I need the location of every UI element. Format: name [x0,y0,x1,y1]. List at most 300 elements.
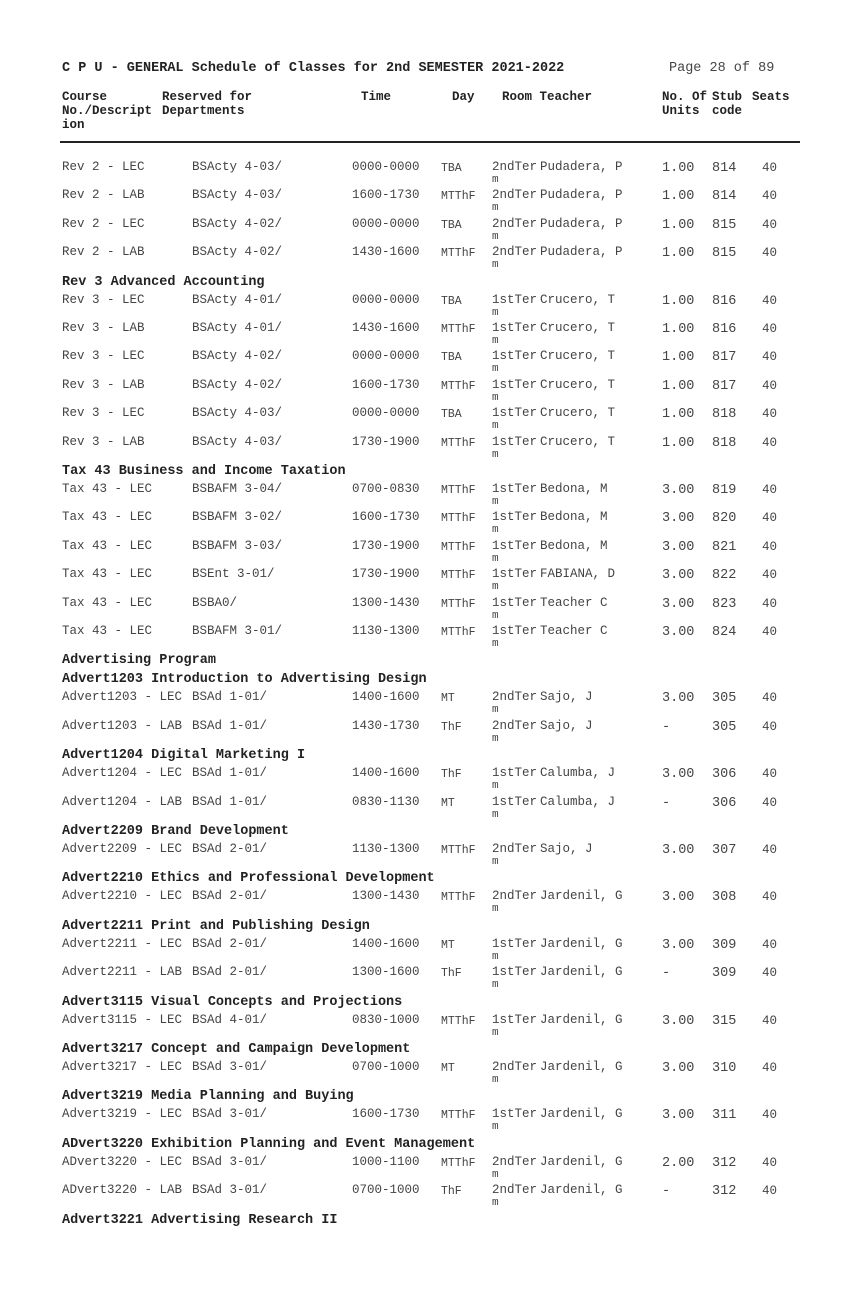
schedule-row [0,217,850,245]
seats-cell: 40 [762,1013,778,1028]
teacher-cell: Bedona, M [540,538,608,553]
teacher-cell: Sajo, J [540,842,593,856]
room-cell: 2ndTer [492,842,538,856]
room-cell: 1stTer [492,595,538,610]
room-suffix-cell: m [492,979,499,992]
course-group-heading: Advert3217 Concept and Campaign Development [62,1042,411,1057]
seats-cell: 40 [762,350,778,365]
course-cell: Advert3115 - LEC [62,1012,183,1027]
day-cell: MTThF [441,512,476,526]
course-cell: Rev 2 - LEC [62,216,145,231]
stub-code-cell: 306 [712,767,737,783]
room-suffix-cell: m [492,903,499,916]
schedule-row [0,690,850,718]
units-cell: 1.00 [662,322,695,337]
department-cell: BSAd 2-01/ [192,936,268,951]
units-cell: 3.00 [662,568,695,584]
course-cell: Rev 3 - LAB [62,321,145,335]
day-cell: TBA [441,408,462,422]
course-cell: Tax 43 - LEC [62,510,153,525]
day-cell: MTThF [441,540,476,554]
department-cell: BSActy 4-01/ [192,292,283,307]
units-cell: 1.00 [662,435,695,451]
teacher-cell: Jardenil, G [540,1183,623,1198]
day-cell: MTThF [441,891,476,905]
column-header-day: Day [452,90,475,104]
seats-cell: 40 [762,322,778,336]
seats-cell: 40 [762,511,778,526]
room-suffix-cell: m [492,496,499,508]
room-suffix-cell: m [492,420,499,433]
schedule-row [0,1183,850,1211]
course-group-heading: Advert3115 Visual Concepts and Projections [62,994,403,1010]
seats-cell: 40 [762,1061,778,1075]
seats-cell: 40 [762,767,778,782]
room-suffix-cell: m [492,335,499,347]
column-header-units-line2: Units [662,104,700,118]
department-cell: BSAd 2-01/ [192,889,268,904]
units-cell: 1.00 [662,161,695,176]
schedule-row [0,482,850,510]
department-cell: BSActy 4-03/ [192,160,283,174]
room-suffix-cell: m [492,1121,499,1134]
units-cell: - [662,719,671,735]
schedule-row [0,624,850,652]
teacher-cell: Pudadera, P [540,245,623,260]
stub-code-cell: 308 [712,890,737,906]
course-group-heading: Advert2210 Ethics and Professional Development [62,871,435,887]
units-cell: - [662,795,671,811]
room-suffix-cell: m [492,391,499,404]
schedule-row [0,435,850,463]
seats-cell: 40 [762,1184,778,1199]
day-cell: MTThF [441,597,476,611]
stub-code-cell: 820 [712,511,737,527]
room-suffix-cell: m [492,363,499,376]
room-cell: 2ndTer [492,1154,538,1169]
schedule-row [0,766,850,794]
schedule-row [0,937,850,965]
units-cell: 1.00 [662,189,695,205]
course-group-heading: Advertising Program [62,653,216,669]
day-cell: MTThF [441,1109,476,1123]
room-suffix-cell: m [492,732,499,745]
course-cell: Tax 43 - LEC [62,624,153,638]
units-cell: 1.00 [662,378,695,394]
teacher-cell: Crucero, T [540,321,616,335]
course-cell: Advert1204 - LAB [62,794,183,809]
time-cell: 0000-0000 [352,406,420,421]
room-suffix-cell: m [492,1074,499,1086]
course-cell: Tax 43 - LEC [62,482,153,496]
document-title: C P U - GENERAL Schedule of Classes for 2nd SEMESTER 2021-2022 [62,61,565,76]
column-header-course-line2: No./Descript [62,104,153,118]
schedule-row [0,1013,850,1041]
room-suffix-cell: m [492,306,499,319]
column-header-stub-line2: code [712,104,743,118]
course-cell: Rev 3 - LAB [62,434,145,449]
stub-code-cell: 305 [712,719,737,735]
seats-cell: 40 [762,1108,778,1123]
teacher-cell: Pudadera, P [540,160,623,174]
column-header-reserved-line2-text: Departments [162,104,245,118]
teacher-cell: Jardenil, G [540,1154,623,1169]
day-cell: MT [441,938,455,952]
room-suffix-cell: m [492,638,499,650]
schedule-row [0,889,850,917]
units-cell: 3.00 [662,890,695,906]
time-cell: 0000-0000 [352,349,420,364]
room-cell: 1stTer [492,1012,538,1027]
stub-code-cell: 823 [712,596,737,612]
time-cell: 1400-1600 [352,690,420,705]
department-cell: BSActy 4-02/ [192,349,283,364]
schedule-row [0,719,850,747]
time-cell: 1300-1430 [352,595,420,610]
schedule-row [0,539,850,567]
room-cell: 1stTer [492,482,538,496]
schedule-row [0,842,850,870]
time-cell: 1430-1600 [352,245,420,260]
teacher-cell: Sajo, J [540,690,593,705]
time-cell: 1600-1730 [352,188,420,203]
room-suffix-cell: m [492,1026,499,1039]
room-suffix-cell: m [492,609,499,622]
course-cell: ADvert3220 - LAB [62,1183,183,1198]
time-cell: 1130-1300 [352,842,420,856]
units-cell: 3.00 [662,767,695,783]
department-cell: BSBAFM 3-01/ [192,624,283,638]
room-cell: 2ndTer [492,889,538,904]
teacher-cell: Bedona, M [540,482,608,496]
department-cell: BSActy 4-02/ [192,377,283,392]
stub-code-cell: 309 [712,966,737,982]
teacher-cell: Jardenil, G [540,1012,623,1027]
units-cell: 1.00 [662,293,695,309]
room-suffix-cell: m [492,1168,499,1181]
units-cell: 1.00 [662,350,695,366]
teacher-cell: Teacher C [540,595,608,610]
seats-cell: 40 [762,161,778,175]
room-cell: 2ndTer [492,245,538,260]
stub-code-cell: 816 [712,322,737,337]
seats-cell: 40 [762,691,778,706]
units-cell: 3.00 [662,625,695,640]
room-cell: 1stTer [492,624,538,638]
time-cell: 0830-1000 [352,1012,420,1027]
column-header-stub-line1: Stub [712,90,743,104]
seats-cell: 40 [762,1155,778,1170]
stub-code-cell: 312 [712,1155,737,1171]
units-cell: 1.00 [662,217,695,233]
room-suffix-cell: m [492,808,499,821]
day-cell: MT [441,796,455,810]
day-cell: ThF [441,967,462,981]
stub-code-cell: 307 [712,843,737,858]
course-cell: Rev 3 - LEC [62,349,145,364]
room-suffix-cell: m [492,1197,499,1210]
schedule-row [0,795,850,823]
time-cell: 1400-1600 [352,766,420,781]
time-cell: 0000-0000 [352,160,420,174]
time-cell: 1600-1730 [352,1107,420,1122]
time-cell: 1430-1730 [352,718,420,733]
time-cell: 1300-1430 [352,889,420,904]
stub-code-cell: 816 [712,293,737,309]
time-cell: 1000-1100 [352,1154,420,1169]
department-cell: BSAd 1-01/ [192,794,268,809]
room-cell: 1stTer [492,321,538,335]
course-group-heading: ADvert3220 Exhibition Planning and Event Management [62,1136,476,1152]
room-cell: 1stTer [492,406,538,421]
course-cell: Advert2211 - LAB [62,965,183,980]
room-cell: 2ndTer [492,216,538,231]
course-cell: Advert1203 - LAB [62,718,183,733]
day-cell: MTThF [441,844,476,857]
units-cell: 3.00 [662,596,695,612]
day-cell: MTThF [441,484,476,497]
stub-code-cell: 819 [712,483,737,498]
seats-cell: 40 [762,293,778,308]
room-cell: 2ndTer [492,1060,538,1074]
seats-cell: 40 [762,407,778,422]
day-cell: ThF [441,1185,462,1199]
room-cell: 1stTer [492,538,538,553]
teacher-cell: Bedona, M [540,510,608,525]
schedule-row [0,378,850,406]
units-cell: 3.00 [662,1061,695,1076]
course-cell: Rev 3 - LAB [62,377,145,392]
course-cell: Advert1204 - LEC [62,766,183,781]
schedule-row [0,321,850,349]
course-group-heading: Advert2211 Print and Publishing Design [62,918,370,934]
stub-code-cell: 306 [712,795,737,811]
units-cell: 3.00 [662,1013,695,1029]
seats-cell: 40 [762,217,778,232]
schedule-row [0,293,850,321]
seats-cell: 40 [762,189,778,204]
course-cell: Tax 43 - LEC [62,567,153,582]
room-cell: 1stTer [492,766,538,781]
room-suffix-cell: m [492,950,499,963]
schedule-row [0,1107,850,1135]
course-cell: Tax 43 - LEC [62,538,153,553]
department-cell: BSActy 4-03/ [192,188,283,203]
teacher-cell: Crucero, T [540,349,616,364]
course-cell: Advert3219 - LEC [62,1107,183,1122]
room-cell: 1stTer [492,292,538,307]
teacher-cell: Crucero, T [540,434,616,449]
department-cell: BSAd 3-01/ [192,1107,268,1122]
course-cell: Rev 2 - LAB [62,245,145,260]
department-cell: BSAd 2-01/ [192,965,268,980]
schedule-row [0,245,850,273]
department-cell: BSAd 2-01/ [192,842,268,856]
schedule-row [0,596,850,624]
units-cell: 3.00 [662,691,695,707]
course-cell: Advert2210 - LEC [62,889,183,904]
course-group-heading: Tax 43 Business and Income Taxation [62,464,346,479]
room-cell: 1stTer [492,794,538,809]
seats-cell: 40 [762,246,778,261]
stub-code-cell: 310 [712,1061,737,1076]
seats-cell: 40 [762,843,778,857]
time-cell: 1730-1900 [352,538,420,553]
units-cell: - [662,966,671,982]
column-header-course-line1: Course [62,90,108,104]
units-cell: 3.00 [662,937,695,953]
course-group-heading: Advert2209 Brand Development [62,824,289,839]
schedule-row [0,1155,850,1183]
units-cell: 3.00 [662,843,695,858]
teacher-cell: Jardenil, G [540,936,623,951]
room-suffix-cell: m [492,202,499,215]
seats-cell: 40 [762,378,778,393]
stub-code-cell: 822 [712,568,737,584]
column-header-seats: Seats [752,90,790,104]
schedule-row [0,188,850,216]
day-cell: MTThF [441,1014,476,1028]
schedule-row [0,349,850,377]
teacher-cell: Jardenil, G [540,965,623,980]
department-cell: BSActy 4-03/ [192,434,283,449]
day-cell: TBA [441,162,462,175]
room-cell: 2ndTer [492,1183,538,1198]
department-cell: BSAd 3-01/ [192,1154,268,1169]
teacher-cell: Jardenil, G [540,1060,623,1074]
department-cell: BSActy 4-02/ [192,245,283,260]
department-cell: BSActy 4-02/ [192,216,283,231]
schedule-row [0,1060,850,1088]
room-suffix-cell: m [492,552,499,565]
seats-cell: 40 [762,795,778,810]
time-cell: 1400-1600 [352,936,420,951]
time-cell: 1730-1900 [352,434,420,449]
department-cell: BSBAFM 3-03/ [192,538,283,553]
room-cell: 2ndTer [492,160,538,174]
course-cell: Advert3217 - LEC [62,1060,183,1074]
room-cell: 2ndTer [492,718,538,733]
schedule-row [0,160,850,188]
room-suffix-cell: m [492,230,499,243]
department-cell: BSAd 1-01/ [192,718,268,733]
course-cell: Rev 2 - LEC [62,160,145,174]
room-suffix-cell: m [492,524,499,537]
course-cell: Advert2209 - LEC [62,842,183,856]
course-group-heading: Advert1204 Digital Marketing I [62,748,306,764]
day-cell: TBA [441,351,462,365]
stub-code-cell: 305 [712,691,737,707]
seats-cell: 40 [762,719,778,734]
stub-code-cell: 814 [712,161,737,176]
seats-cell: 40 [762,483,778,497]
course-cell: Advert2211 - LEC [62,936,183,951]
course-cell: Rev 3 - LEC [62,406,145,421]
time-cell: 1430-1600 [352,321,420,335]
seats-cell: 40 [762,937,778,952]
room-cell: 1stTer [492,349,538,364]
stub-code-cell: 818 [712,407,737,423]
room-suffix-cell: m [492,856,499,868]
teacher-cell: Pudadera, P [540,216,623,231]
teacher-cell: Teacher C [540,624,608,638]
department-cell: BSBAFM 3-02/ [192,510,283,525]
room-cell: 1stTer [492,567,538,582]
seats-cell: 40 [762,890,778,905]
day-cell: MTThF [441,436,476,450]
room-cell: 1stTer [492,377,538,392]
teacher-cell: Calumba, J [540,794,616,809]
room-cell: 1stTer [492,434,538,449]
department-cell: BSAd 1-01/ [192,766,268,781]
day-cell: MTThF [441,247,476,261]
stub-code-cell: 821 [712,539,737,555]
teacher-cell: Crucero, T [540,406,616,421]
room-cell: 2ndTer [492,690,538,705]
seats-cell: 40 [762,435,778,450]
department-cell: BSActy 4-03/ [192,406,283,421]
stub-code-cell: 312 [712,1184,737,1200]
day-cell: MTThF [441,569,476,583]
room-suffix-cell: m [492,174,499,186]
time-cell: 1600-1730 [352,377,420,392]
department-cell: BSBA0/ [192,595,238,610]
units-cell: - [662,1184,671,1200]
stub-code-cell: 315 [712,1013,737,1029]
course-group-heading: Advert3219 Media Planning and Buying [62,1089,354,1105]
stub-code-cell: 814 [712,189,737,205]
column-header-time: Time [361,90,392,104]
day-cell: MTThF [441,626,476,639]
department-cell: BSAd 4-01/ [192,1012,268,1027]
stub-code-cell: 309 [712,937,737,953]
course-cell: ADvert3220 - LEC [62,1154,183,1169]
units-cell: 1.00 [662,246,695,262]
column-header-course-line3: ion [62,118,85,132]
time-cell: 0700-0830 [352,482,420,496]
time-cell: 0000-0000 [352,292,420,307]
column-header-room-teacher: Room Teacher [502,90,593,104]
course-group-heading: Advert3221 Advertising Research II [62,1212,338,1228]
room-suffix-cell: m [492,259,499,272]
day-cell: MTThF [441,323,476,336]
course-cell: Tax 43 - LEC [62,595,153,610]
day-cell: MTThF [441,1156,476,1170]
time-cell: 1730-1900 [352,567,420,582]
units-cell: 2.00 [662,1155,695,1171]
time-cell: 1600-1730 [352,510,420,525]
stub-code-cell: 815 [712,246,737,262]
room-suffix-cell: m [492,448,499,461]
room-cell: 1stTer [492,965,538,980]
time-cell: 0000-0000 [352,216,420,231]
schedule-row [0,965,850,993]
stub-code-cell: 815 [712,217,737,233]
stub-code-cell: 817 [712,350,737,366]
units-cell: 1.00 [662,407,695,423]
room-cell: 1stTer [492,936,538,951]
stub-code-cell: 817 [712,378,737,394]
stub-code-cell: 824 [712,625,737,640]
room-cell: 2ndTer [492,188,538,203]
units-cell: 3.00 [662,511,695,527]
day-cell: MTThF [441,379,476,393]
course-cell: Advert1203 - LEC [62,690,183,705]
seats-cell: 40 [762,625,778,639]
course-group-heading: Advert1203 Introduction to Advertising Design [62,672,427,688]
day-cell: MT [441,692,455,706]
seats-cell: 40 [762,539,778,554]
